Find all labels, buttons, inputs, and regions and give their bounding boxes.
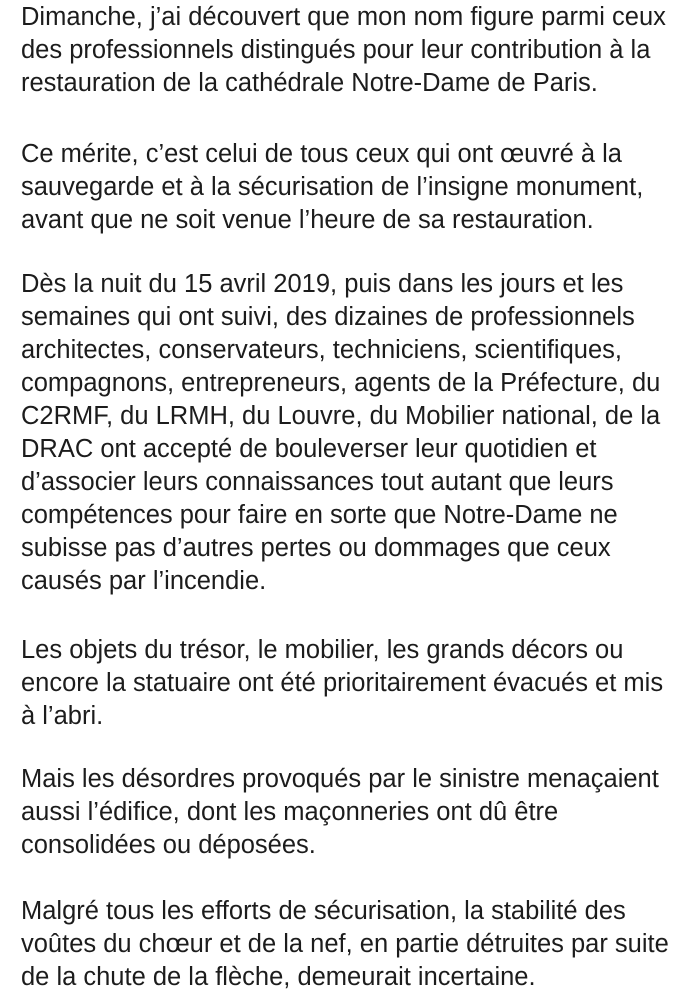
text-line: C2RMF, du LRMH, du Louvre, du Mobilier national, de la <box>21 402 661 430</box>
text-line: compagnons, entrepreneurs, agents de la Préfecture, du <box>21 369 661 397</box>
text-line: d’associer leurs connaissances tout autant que leurs <box>21 468 614 496</box>
text-line: à l’abri. <box>21 702 104 730</box>
paragraph <box>21 268 660 598</box>
text-line: semaines qui ont suivi, des dizaines de professionnels <box>21 303 635 331</box>
text-line: architectes, conservateurs, techniciens, scientifiques, <box>21 336 622 364</box>
text-line: voûtes du chœur et de la nef, en partie détruites par suite <box>21 930 669 958</box>
text-line: des professionnels distingués pour leur contribution à la <box>21 36 651 64</box>
text-line: Les objets du trésor, le mobilier, les grands décors ou <box>21 636 624 664</box>
text-line: restauration de la cathédrale Notre-Dame de Paris. <box>21 69 598 97</box>
text-line: de la chute de la flèche, demeurait incertaine. <box>21 963 536 991</box>
text-line: aussi l’édifice, dont les maçonneries ont dû être <box>21 798 559 826</box>
text-line: DRAC ont accepté de bouleverser leur quotidien et <box>21 435 597 463</box>
text-line: Dès la nuit du 15 avril 2019, puis dans les jours et les <box>21 270 624 298</box>
text-line: Dimanche, j’ai découvert que mon nom figure parmi ceux <box>21 3 666 31</box>
text-line: subisse pas d’autres pertes ou dommages que ceux <box>21 534 611 562</box>
paragraph <box>21 634 663 733</box>
paragraph <box>21 895 669 994</box>
text-line: sauvegarde et à la sécurisation de l’insigne monument, <box>21 173 644 201</box>
text-line: Ce mérite, c’est celui de tous ceux qui ont œuvré à la <box>21 140 622 168</box>
text-line: Malgré tous les efforts de sécurisation, la stabilité des <box>21 897 626 925</box>
text-line: consolidées ou déposées. <box>21 831 316 859</box>
text-line: causés par l’incendie. <box>21 567 267 595</box>
text-line: Mais les désordres provoqués par le sinistre menaçaient <box>21 765 659 793</box>
paragraph <box>21 138 643 237</box>
paragraph <box>21 763 659 862</box>
text-line: encore la statuaire ont été prioritairement évacués et mis <box>21 669 664 697</box>
paragraph <box>21 1 666 100</box>
text-line: avant que ne soit venue l’heure de sa restauration. <box>21 206 594 234</box>
text-line: compétences pour faire en sorte que Notre-Dame ne <box>21 501 618 529</box>
